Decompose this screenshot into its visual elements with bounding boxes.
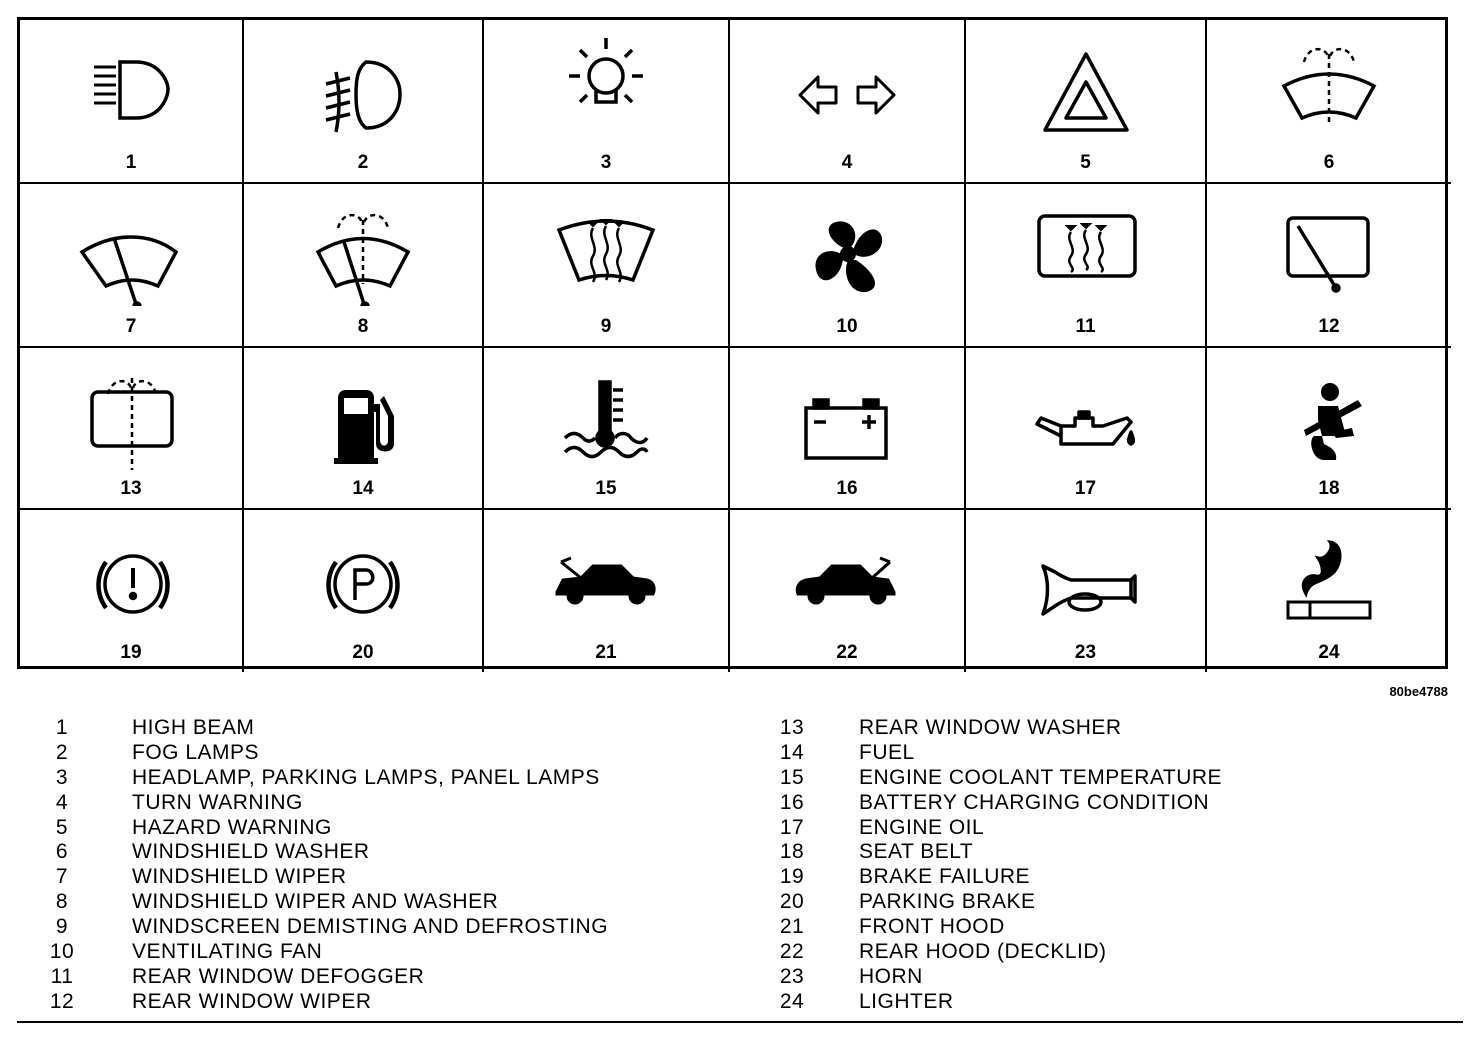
symbol-cell: [484, 510, 730, 672]
legend-item: [30, 915, 608, 940]
symbol-number: 17: [1074, 478, 1097, 499]
parking-brake-icon: [308, 522, 418, 632]
windscreen-defrost-icon: [551, 196, 661, 306]
legend-item: [760, 965, 1222, 990]
legend-number: 13: [779, 716, 805, 739]
legend-number: 19: [779, 865, 805, 889]
legend-text: PARKING BRAKE: [859, 890, 1036, 914]
legend-item: [30, 791, 608, 816]
legend-item: [760, 716, 1222, 741]
symbol-number: 6: [1323, 152, 1335, 173]
legend-item: [760, 890, 1222, 915]
legend-text: ENGINE COOLANT TEMPERATURE: [859, 765, 1223, 789]
legend-text: VENTILATING FAN: [132, 940, 323, 964]
legend-text: HORN: [859, 964, 923, 988]
horn-icon: [1031, 522, 1141, 632]
legend-item: [760, 791, 1222, 816]
hazard-warning-icon: [1031, 32, 1141, 142]
legend-number: 8: [55, 890, 69, 914]
legend-text: HIGH BEAM: [132, 716, 255, 739]
legend-number: 20: [779, 890, 805, 914]
legend-text: BATTERY CHARGING CONDITION: [859, 790, 1210, 814]
symbol-number: 5: [1080, 152, 1091, 173]
symbol-number: 7: [125, 316, 137, 337]
legend-item: [30, 816, 608, 841]
legend-item: [760, 915, 1222, 940]
symbol-cell: [20, 348, 244, 510]
symbol-number: 2: [357, 152, 369, 173]
symbol-cell: [484, 348, 730, 510]
symbol-number: 15: [595, 478, 617, 499]
symbol-grid: [17, 17, 1448, 669]
legend-text: HAZARD WARNING: [132, 815, 332, 839]
legend-item: [30, 940, 608, 965]
legend-item: [760, 766, 1222, 791]
symbol-number: 20: [352, 642, 374, 663]
brake-failure-icon: [76, 522, 186, 632]
legend-text: SEAT BELT: [859, 840, 974, 864]
symbol-number: 21: [595, 642, 617, 663]
rear-hood-icon: [792, 522, 902, 632]
symbol-number: 24: [1318, 642, 1340, 663]
legend-number: 9: [55, 915, 69, 939]
symbol-number: 10: [836, 316, 858, 337]
symbol-cell: [20, 184, 244, 348]
legend-number: 2: [55, 740, 69, 764]
reference-code: 80be4788: [1389, 684, 1448, 699]
legend-number: 1: [55, 716, 69, 739]
symbol-cell: [730, 510, 966, 672]
legend-number: 11: [50, 964, 74, 988]
legend-text: REAR WINDOW WASHER: [859, 716, 1122, 739]
coolant-temperature-icon: [551, 360, 661, 470]
legend-item: [760, 940, 1222, 965]
symbol-cell: [966, 184, 1207, 348]
legend-item: [30, 965, 608, 990]
legend-number: 6: [55, 840, 69, 864]
lighter-icon: [1274, 522, 1384, 632]
seat-belt-icon: [1274, 360, 1384, 470]
legend-text: FRONT HOOD: [859, 915, 1005, 939]
windshield-wiper-icon: [76, 196, 186, 306]
symbol-cell: [1207, 20, 1451, 184]
symbol-cell: [20, 510, 244, 672]
legend-number: 21: [779, 915, 805, 939]
symbol-number: 23: [1074, 642, 1097, 663]
legend-text: FOG LAMPS: [132, 740, 260, 764]
legend-text: WINDSHIELD WIPER: [132, 865, 347, 889]
symbol-number: 18: [1318, 478, 1340, 499]
fuel-icon: [308, 360, 418, 470]
symbol-cell: [1207, 510, 1451, 672]
symbol-cell: [1207, 348, 1451, 510]
wiper-and-washer-icon: [308, 196, 418, 306]
legend-number: 22: [779, 940, 805, 964]
ventilating-fan-icon: [792, 196, 902, 306]
legend-text: TURN WARNING: [132, 790, 303, 814]
symbol-number: 14: [352, 478, 374, 499]
legend-text: HEADLAMP, PARKING LAMPS, PANEL LAMPS: [132, 765, 600, 789]
legend-number: 24: [779, 989, 805, 1013]
legend-text: REAR HOOD (DECKLID): [859, 940, 1107, 964]
legend-number: 12: [49, 989, 75, 1013]
high-beam-icon: [76, 32, 186, 142]
legend-text: WINDSHIELD WIPER AND WASHER: [132, 890, 499, 914]
legend-number: 17: [779, 815, 805, 839]
legend-text: REAR WINDOW DEFOGGER: [132, 964, 425, 988]
symbol-number: 13: [120, 478, 142, 499]
symbol-cell: [244, 184, 484, 348]
symbol-number: 1: [125, 152, 137, 173]
legend-item: [760, 741, 1222, 766]
symbol-number: 3: [600, 152, 612, 173]
symbol-number: 9: [600, 316, 612, 337]
legend-number: 7: [55, 865, 69, 889]
symbol-number: 16: [836, 478, 858, 499]
fog-lamps-icon: [308, 32, 418, 142]
symbol-cell: [484, 20, 730, 184]
symbol-cell: [1207, 184, 1451, 348]
headlamp-icon: [551, 32, 661, 142]
symbol-cell: [484, 184, 730, 348]
legend-item: [30, 716, 608, 741]
legend-item: [30, 766, 608, 791]
legend-number: 3: [55, 765, 69, 789]
legend-item: [30, 865, 608, 890]
turn-warning-icon: [792, 32, 902, 142]
engine-oil-icon: [1031, 360, 1141, 470]
legend-text: LIGHTER: [859, 989, 954, 1013]
symbol-cell: [244, 510, 484, 672]
legend-right-column: [760, 716, 1222, 1015]
legend-left-column: [30, 716, 608, 1015]
battery-icon: [792, 360, 902, 470]
legend-text: WINDSCREEN DEMISTING AND DEFROSTING: [132, 915, 609, 939]
legend-item: [30, 840, 608, 865]
legend-number: 16: [779, 790, 805, 814]
legend-item: [30, 890, 608, 915]
symbol-cell: [730, 184, 966, 348]
front-hood-icon: [551, 522, 661, 632]
legend-text: ENGINE OIL: [859, 815, 985, 839]
legend-item: [760, 990, 1222, 1015]
symbol-number: 12: [1318, 316, 1340, 337]
symbol-cell: [244, 348, 484, 510]
symbol-number: 4: [841, 152, 853, 173]
legend-text: BRAKE FAILURE: [859, 865, 1031, 889]
legend-number: 10: [49, 940, 75, 964]
symbol-cell: [966, 20, 1207, 184]
symbol-number: 22: [836, 642, 858, 663]
legend-item: [760, 816, 1222, 841]
legend-number: 15: [779, 765, 805, 789]
symbol-number: 11: [1075, 316, 1096, 337]
legend-number: 4: [55, 790, 69, 814]
windshield-washer-icon: [1274, 32, 1384, 142]
rear-window-washer-icon: [76, 360, 186, 470]
rear-window-defogger-icon: [1031, 196, 1141, 306]
rear-window-wiper-icon: [1274, 196, 1384, 306]
legend-number: 18: [779, 840, 805, 864]
legend-item: [760, 840, 1222, 865]
symbol-cell: [730, 348, 966, 510]
legend-text: FUEL: [859, 740, 915, 764]
symbol-cell: [244, 20, 484, 184]
symbol-number: 8: [357, 316, 369, 337]
symbol-cell: [966, 510, 1207, 672]
legend-number: 14: [779, 740, 805, 764]
bottom-divider: [17, 1021, 1463, 1023]
symbol-cell: [20, 20, 244, 184]
legend-item: [30, 741, 608, 766]
legend-item: [30, 990, 608, 1015]
legend-number: 5: [55, 815, 69, 839]
symbol-number: 19: [120, 642, 142, 663]
legend-text: REAR WINDOW WIPER: [132, 989, 372, 1013]
legend-text: WINDSHIELD WASHER: [132, 840, 370, 864]
legend-number: 23: [779, 964, 805, 988]
symbol-cell: [966, 348, 1207, 510]
legend-item: [760, 865, 1222, 890]
symbol-cell: [730, 20, 966, 184]
